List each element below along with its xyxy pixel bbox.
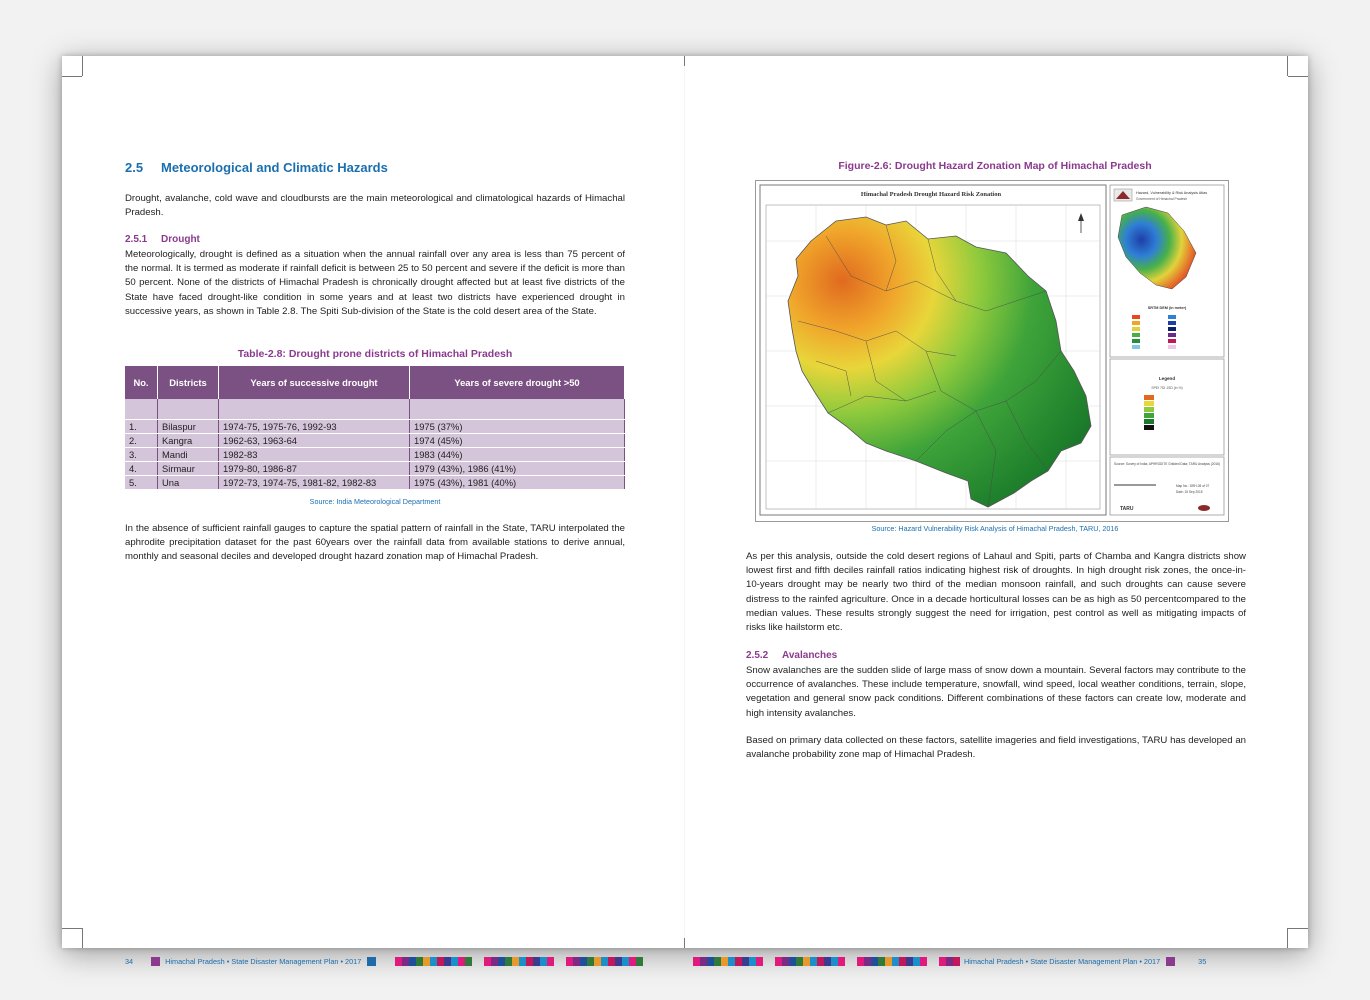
figure-source: Source: Hazard Vulnerability Risk Analysis of Himachal Pradesh, TARU, 2016 [871,524,1119,533]
table-cell: Sirmaur [158,462,219,476]
footer-square [151,957,160,966]
drought-paragraph: Meteorologically, drought is defined as a situation when the annual rainfall over any area is less than 75 percent of the normal. It is termed as moderate if rainfall deficit is between 25 to 50 percent and severe if the deficit is more than 50 percent. None of the districts of Himachal Pradesh is chronically drought affected but at least five districts of the State have faced drought-like condition in some years and at least two districts have experienced drought in successive years, as shown in Table 2.8. The Spiti Sub-division of the State is the cold desert area of the State. [125,249,625,317]
footer-color-stripe [693,957,763,966]
table-cell: 5. [125,476,158,490]
table-cell: Kangra [158,434,219,448]
table-cell: 1974-75, 1975-76, 1992-93 [219,420,410,434]
footer-title: Himachal Pradesh • State Disaster Management Plan • 2017 [964,956,1161,966]
avalanche-paragraph: Snow avalanches are the sudden slide of large mass of snow down a mountain. Several factors may contribute to the occurrence of avalanches. These include temperature, snowfall, wind speed, local weather conditions, terrain, slope, vegetation and general snow pack conditions. Different combinations of these factors can create low, moderate and high intensity avalanches. [746,665,1246,719]
page-number: 34 [125,956,134,966]
book-spread [62,56,1308,966]
map-figure [755,180,1229,522]
section-heading [125,160,388,175]
subsection-title: Avalanches [782,650,838,661]
left-footer [125,954,655,968]
taru-logo: TARU [1120,506,1134,512]
legend-panel [1110,359,1224,455]
table-cell: 1972-73, 1974-75, 1981-82, 1982-83 [219,476,410,490]
table-cell: Bilaspur [158,420,219,434]
map-title: Himachal Pradesh Drought Hazard Risk Zonation [860,191,1002,198]
footer-square [1166,957,1175,966]
table-cell [219,399,410,420]
avalanche-map-paragraph: Based on primary data collected on these factors, satellite imageries and field investigations, TARU has developed an avalanche probability zone map of Himachal Pradesh. [746,735,1246,761]
map-number: Map No.: DRH-05 of 07 [1176,484,1210,488]
table-cell: 1962-63, 1963-64 [219,434,410,448]
footer-title: Himachal Pradesh • State Disaster Management Plan • 2017 [165,956,362,966]
table-header-cell: No. [125,366,158,399]
footer-square [367,957,376,966]
table-row [125,448,625,462]
footer-color-stripe [484,957,554,966]
subsection-number: 2.5.1 [125,234,148,245]
footer-color-stripe [395,957,472,966]
table-cell: 1979 (43%), 1986 (41%) [410,462,625,476]
table-row [125,420,625,434]
table-cell: 1975 (37%) [410,420,625,434]
drought-table [125,366,625,490]
atlas-title: Hazard, Vulnerability & Risk Analysis Atlas [1136,191,1208,195]
table-row [125,476,625,490]
atlas-subtitle: Government of Himachal Pradesh [1136,197,1188,201]
footer-color-stripe [566,957,643,966]
table-cell: 4. [125,462,158,476]
table-header-cell: Years of successive drought [219,366,410,399]
footer-color-stripe [857,957,927,966]
table-cell: 1983 (44%) [410,448,625,462]
table-header-cell: Years of severe drought >50 [410,366,625,399]
map-date: Date: 15 Sep 2015 [1176,490,1203,494]
subsection-heading-drought [125,234,200,245]
partner-logo-icon [1198,505,1210,511]
page-number: 35 [1198,956,1207,966]
table-cell [125,399,158,420]
table-cell: 1. [125,420,158,434]
table-row [125,399,625,420]
footer-color-stripe [775,957,845,966]
legend-subtitle: SPEI 7DI 1SD (in %) [1151,386,1183,390]
table-header-cell: Districts [158,366,219,399]
subsection-heading-avalanches [746,650,837,661]
right-footer [693,954,1206,968]
table-caption: Table-2.8: Drought prone districts of Himachal Pradesh [237,348,513,360]
table-cell: 1982-83 [219,448,410,462]
right-page [685,56,1308,966]
inset-legend-title: SRTM DEM (in meter) [1147,306,1187,310]
footer-color-stripe [939,957,960,966]
section-number: 2.5 [125,160,144,175]
map-data-source: Source: Survey of India; APHRODITE Gridded Data; TARU Analysis (2016) [1114,462,1220,466]
intro-paragraph: Drought, avalanche, cold wave and cloudbursts are the main meteorological and climatological hazards of Himachal Pradesh. [125,193,625,219]
section-title: Meteorological and Climatic Hazards [161,160,388,175]
table-row [125,462,625,476]
table-cell: 1979-80, 1986-87 [219,462,410,476]
table-cell: 1974 (45%) [410,434,625,448]
legend-title: Legend [1158,376,1176,381]
figure-caption: Figure-2.6: Drought Hazard Zonation Map of Himachal Pradesh [838,160,1152,172]
table-cell [410,399,625,420]
table-cell: Mandi [158,448,219,462]
table-cell: Una [158,476,219,490]
aphrodite-paragraph: In the absence of sufficient rainfall gauges to capture the spatial pattern of rainfall in the State, TARU interpolated the aphrodite precipitation dataset for the past 60years over the rainfall data from available stations to derive annual, monthly and seasonal deciles and developed drought hazard zonation map of Himachal Pradesh. [125,523,625,563]
drought-hazard-map [756,181,1228,521]
table-cell: 3. [125,448,158,462]
table-row [125,434,625,448]
gov-logo-icon [1114,189,1132,201]
subsection-number: 2.5.2 [746,650,769,661]
table-cell [158,399,219,420]
table-source: Source: India Meteorological Department [309,497,441,506]
table-cell: 2. [125,434,158,448]
table-cell: 1975 (43%), 1981 (40%) [410,476,625,490]
subsection-title: Drought [161,234,200,245]
analysis-paragraph: As per this analysis, outside the cold desert regions of Lahaul and Spiti, parts of Chamba and Kangra districts show lowest first and fifth deciles rainfall ratios indicating highest risk of droughts. In high drought risk zones, the once-in-10-years drought may be nearly two third of the median monsoon rainfall, and such droughts can cause severe distress to the rainfed agriculture. Once in a decade horticultural losses can be as high as 50 percentcompared to the median values. These results strongly suggest the need for irrigation, pest control as well as mitigating impacts of risks like hailstorm etc. [746,551,1246,634]
left-page [62,56,685,966]
